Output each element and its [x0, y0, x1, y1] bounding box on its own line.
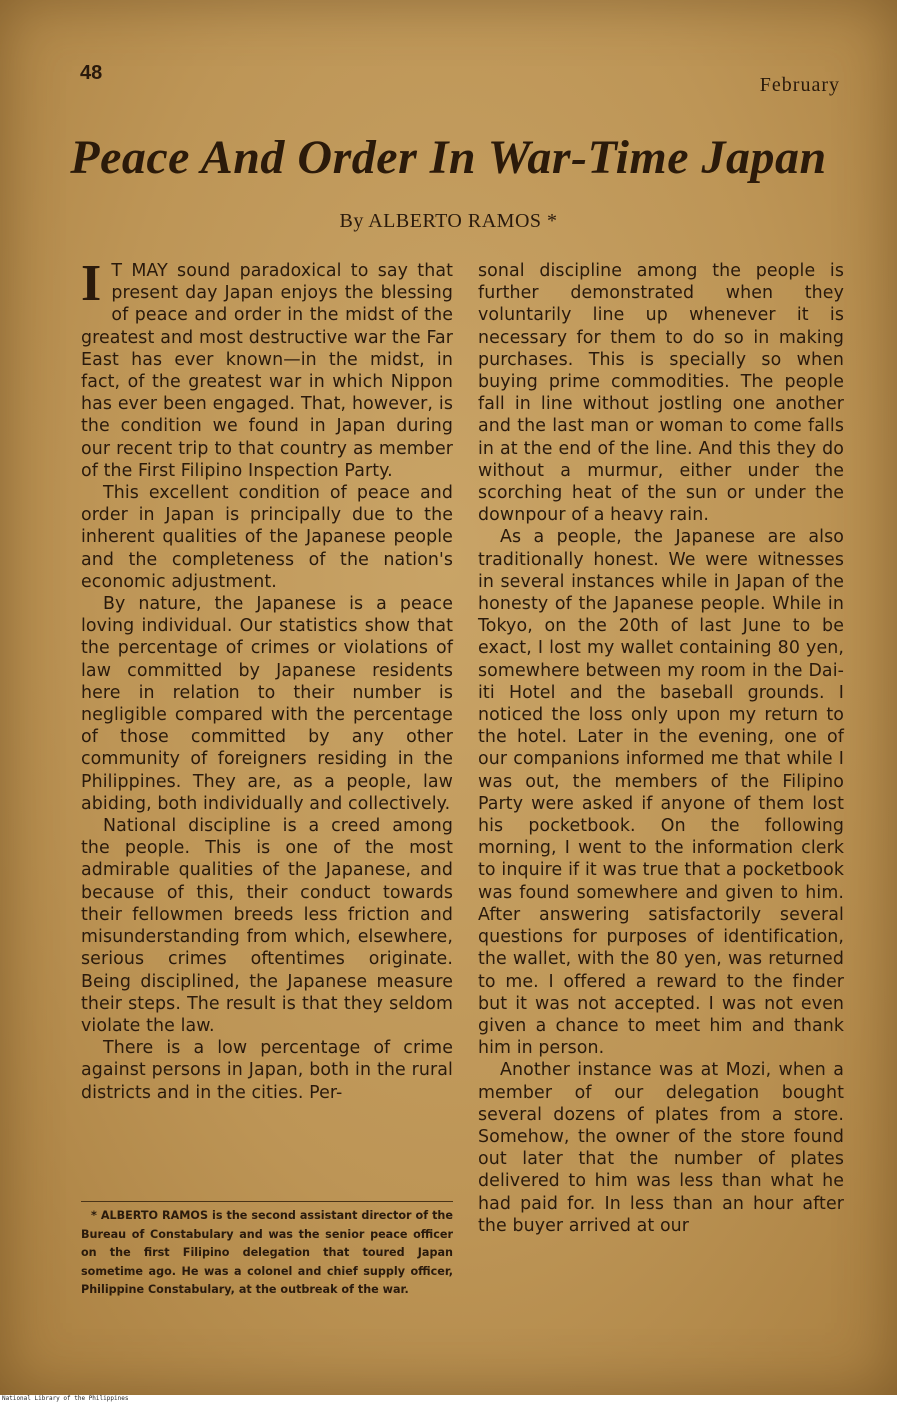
issue-month: February: [759, 74, 840, 96]
paragraph: sonal discipline among the people is further demonstrated when they voluntarily line up whenever it is necessary for them to do so in making purchases. This is specially so when buying prime commodities. The people fall in line without jostling one another and the last man or woman to come falls in at the end of the line. And this they do without a murmur, either under the scorching heat of the sun or under the downpour of a heavy rain.: [478, 261, 844, 526]
paragraph: National discipline is a creed among the people. This is one of the most admirable qualities of the Japanese, and because of this, their conduct towards their fellowmen breeds less friction and misunderstanding from which, elsewhere, serious crimes oftentimes originate. Being disciplined, the Japanese measure their steps. The result is that they seldom violate the law.: [81, 816, 453, 1036]
right-column: [478, 260, 844, 1237]
drop-cap: I: [81, 255, 102, 312]
left-column: [81, 255, 453, 1104]
paragraph: Another instance was at Mozi, when a member of our delegation bought several dozens of plates from a store. Somehow, the owner of the store found out later that the number of plates delivered to him was less than what he had paid for. In less than an hour after the buyer arrived at our: [478, 1060, 844, 1236]
article-byline: By ALBERTO RAMOS *: [339, 210, 558, 232]
paragraph: By nature, the Japanese is a peace loving individual. Our statistics show that the percentage of crimes or violations of law committed by Japanese residents here in relation to their number is negligible compared with the percentage of those committed by any other community of foreigners residing in the Philippines. They are, as a people, law abiding, both individually and collectively.: [81, 594, 453, 814]
paragraph: As a people, the Japanese are also traditionally honest. We were witnesses in several instances while in Japan of the honesty of the Japanese people. While in Tokyo, on the 20th of last June to be exact, I lost my wallet containing 80 yen, somewhere between my room in the Dai-iti Hotel and the baseball grounds. I noticed the loss only upon my return to the hotel. Later in the evening, one of our companions informed me that while I was out, the members of the Filipino Party were asked if anyone of them lost his pocketbook. On the following morning, I went to the information clerk to inquire if it was true that a pocketbook was found somewhere and given to him. After answering satisfactorily several questions for purposes of identification, the wallet, with the 80 yen, was returned to me. I offered a reward to the finder but it was not accepted. I was not even given a chance to meet him and thank him in person.: [478, 527, 844, 1059]
library-credit-bar: [0, 1395, 897, 1403]
article-title: Peace And Order In War-Time Japan: [70, 131, 827, 184]
page-number: 48: [80, 62, 103, 84]
library-credit: National Library of the Philippines: [2, 1395, 129, 1402]
author-footnote: * ALBERTO RAMOS is the second assistant director of the Bureau of Constabulary and was the senior peace officer on the first Filipino delegation that toured Japan sometime ago. He was a colonel and chief supply officer, Philippine Constabulary, at the outbreak of the war.: [81, 1209, 453, 1296]
paragraph: This excellent condition of peace and order in Japan is principally due to the inherent qualities of the Japanese people and the completeness of the nation's economic adjustment.: [81, 483, 453, 592]
paragraph: There is a low percentage of crime against persons in Japan, both in the rural districts and in the cities. Per-: [81, 1038, 453, 1103]
paragraph: I T MAY sound paradoxical to say that present day Japan enjoys the blessing of peace and order in the midst of the greatest and most destructive war the Far East has ever known—in the midst, in fact, of the greatest war in which Nippon has ever been engaged. That, however, is the condition we found in Japan during our recent trip to that country as member of the First Filipino Inspection Party.: [81, 255, 453, 481]
footnote-divider: [81, 1201, 453, 1202]
